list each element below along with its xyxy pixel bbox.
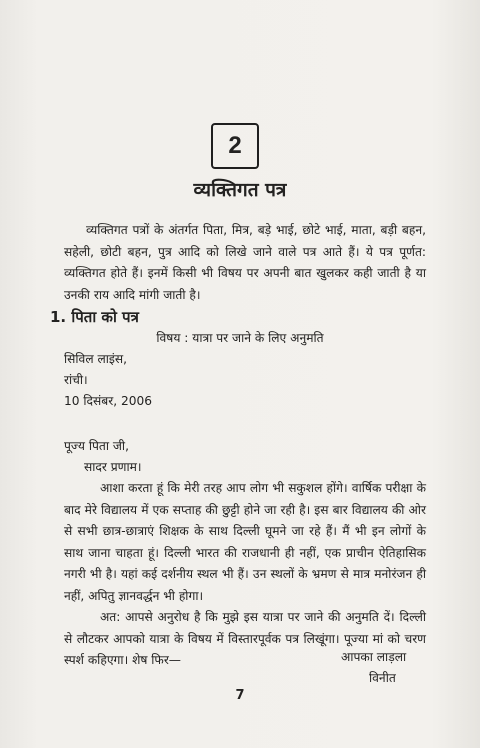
letter-greeting: सादर प्रणाम। (84, 460, 142, 474)
section-title: 1. पिता को पत्र (50, 308, 139, 326)
intro-paragraph: व्यक्तिगत पत्रों के अंतर्गत पिता, मित्र, बड़े भाई, छोटे भाई, माता, बड़ी बहन, सहेली, छोटी बहन, पुत्र आदि को लिखे जाने वाले पत्र आते हैं। ये पत्र पूर्णत: व्यक्तिगत होते हैं। इनमें किसी भी विषय पर अपनी बात खुलकर कही जाती है या उनकी राय आदि मांगी जाती है। (64, 223, 426, 302)
chapter-number: 2 (228, 132, 242, 159)
letter-body-paragraph-2: अत: आपसे अनुरोध है कि मुझे इस यात्रा पर जाने की अनुमति दें। दिल्ली से लौटकर आपको यात्रा के विषय में विस्तारपूर्वक पत्र लिखूंगा। पूज्या मां को चरण स्पर्श कहिएगा। शेष फिर— (64, 610, 426, 667)
letter-salutation: पूज्य पिता जी, (64, 439, 129, 453)
letter-closing: आपका लाड़ला (341, 650, 407, 664)
letter-signature: विनीत (369, 671, 396, 685)
sender-address-line1: सिविल लाइंस, (64, 352, 127, 366)
chapter-number-box (211, 123, 259, 169)
letter-subject: विषय : यात्रा पर जाने के लिए अनुमति (156, 331, 324, 345)
letter-body-paragraph-1: आशा करता हूं कि मेरी तरह आप लोग भी सकुशल होंगे। वार्षिक परीक्षा के बाद मेरे विद्यालय में एक सप्ताह की छुट्टी होने जा रही है। इस बार विद्यालय की ओर से सभी छात्र-छात्राएं शिक्षक के साथ दिल्ली घूमने जा रहे हैं। मैं भी इन लोगों के साथ जाना चाहता हूं। दिल्ली भारत की राजधानी ही नहीं, एक प्राचीन ऐतिहासिक नगरी भी है। यहां कई दर्शनीय स्थल भी हैं। उन स्थलों के भ्रमण से मात्र मनोरंजन ही नहीं, अपितु ज्ञानवर्द्धन भी होगा। (64, 481, 426, 603)
chapter-title: व्यक्तिगत पत्र (193, 179, 287, 201)
sender-address-line2: रांची। (64, 373, 88, 387)
letter-date: 10 दिसंबर, 2006 (64, 394, 152, 408)
page-number: 7 (235, 688, 245, 703)
